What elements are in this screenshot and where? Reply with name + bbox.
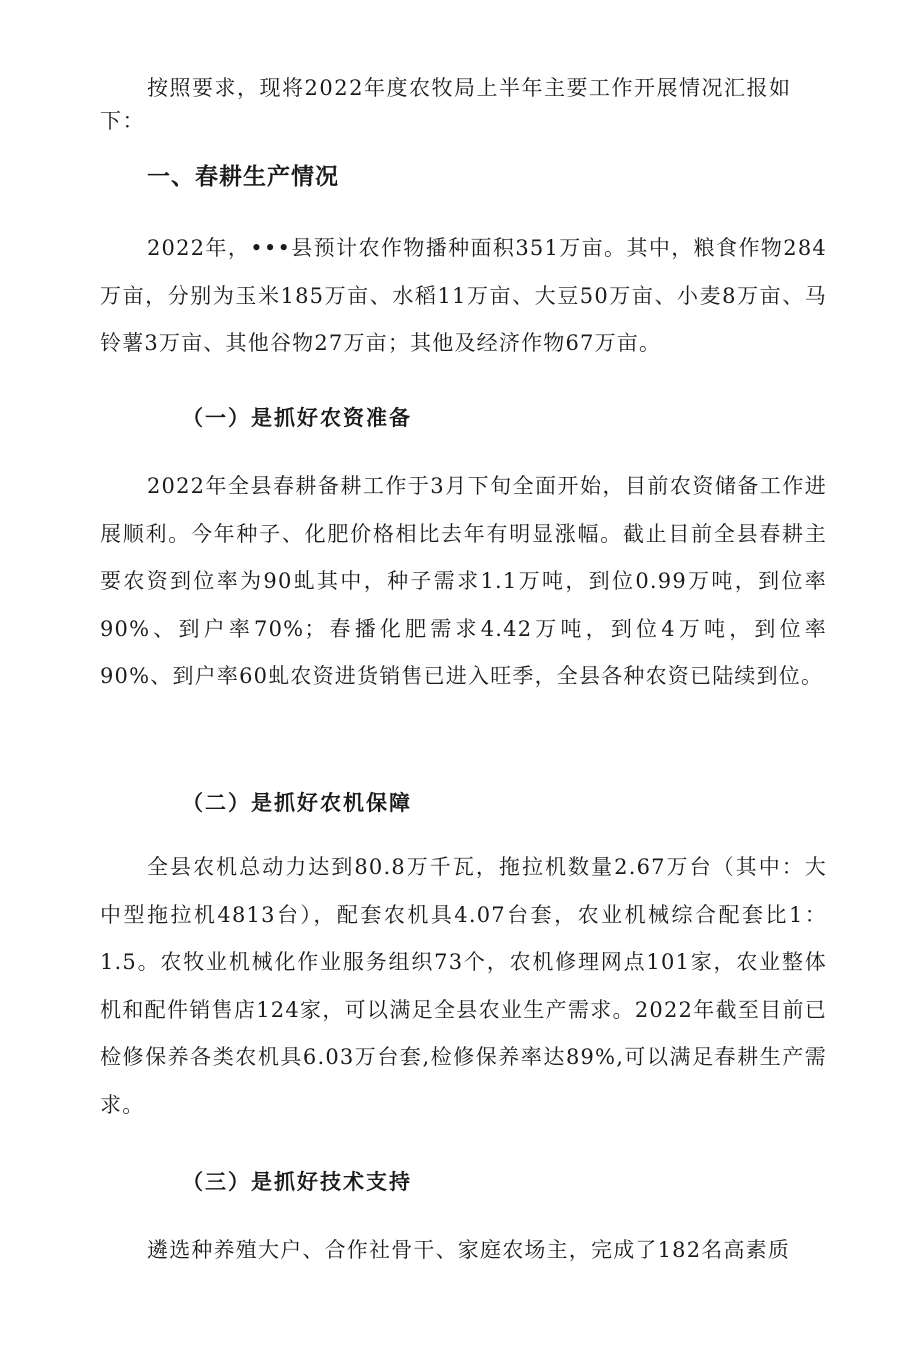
section-heading-spring-plowing: 一、春耕生产情况 bbox=[147, 164, 339, 190]
subsection-heading-tech-support: （三）是抓好技术支持 bbox=[182, 1170, 412, 1194]
intro-paragraph: 按照要求，现将2022年度农牧局上半年主要工作开展情况汇报如下： bbox=[100, 76, 792, 133]
subsection-paragraph-agri-supplies: 2022年全县春耕备耕工作于3月下旬全面开始，目前农资储备工作进展顺利。今年种子、化肥价格相比去年有明显涨幅。截止目前全县春耕主要农资到位率为90虬其中，种子需求1.1万吨，到位0.99万吨，到位率90%、到户率70%；春播化肥需求4.42万吨，到位4万吨，到位率90%、到户率60虬农资进货销售已进入旺季，全县各种农资已陆续到位。 bbox=[100, 474, 827, 688]
subsection-heading-machinery: （二）是抓好农机保障 bbox=[182, 791, 412, 815]
section-paragraph-crop-area: 2022年，•••县预计农作物播种面积351万亩。其中，粮食作物284万亩，分别为玉米185万亩、水稻11万亩、大豆50万亩、小麦8万亩、马铃薯3万亩、其他谷物27万亩；其他及经济作物67万亩。 bbox=[100, 236, 827, 355]
subsection-paragraph-machinery: 全县农机总动力达到80.8万千瓦，拖拉机数量2.67万台（其中：大中型拖拉机4813台），配套农机具4.07台套，农业机械综合配套比1：1.5。农牧业机械化作业服务组织73个，农机修理网点101家，农业整体机和配件销售店124家，可以满足全县农业生产需求。2022年截至目前已检修保养各类农机具6.03万台套,检修保养率达89%,可以满足春耕生产需求。 bbox=[100, 855, 827, 1117]
subsection-heading-agri-supplies: （一）是抓好农资准备 bbox=[182, 406, 412, 430]
subsection-paragraph-tech-support: 遴选种养殖大户、合作社骨干、家庭农场主，完成了182名高素质 bbox=[147, 1238, 791, 1262]
